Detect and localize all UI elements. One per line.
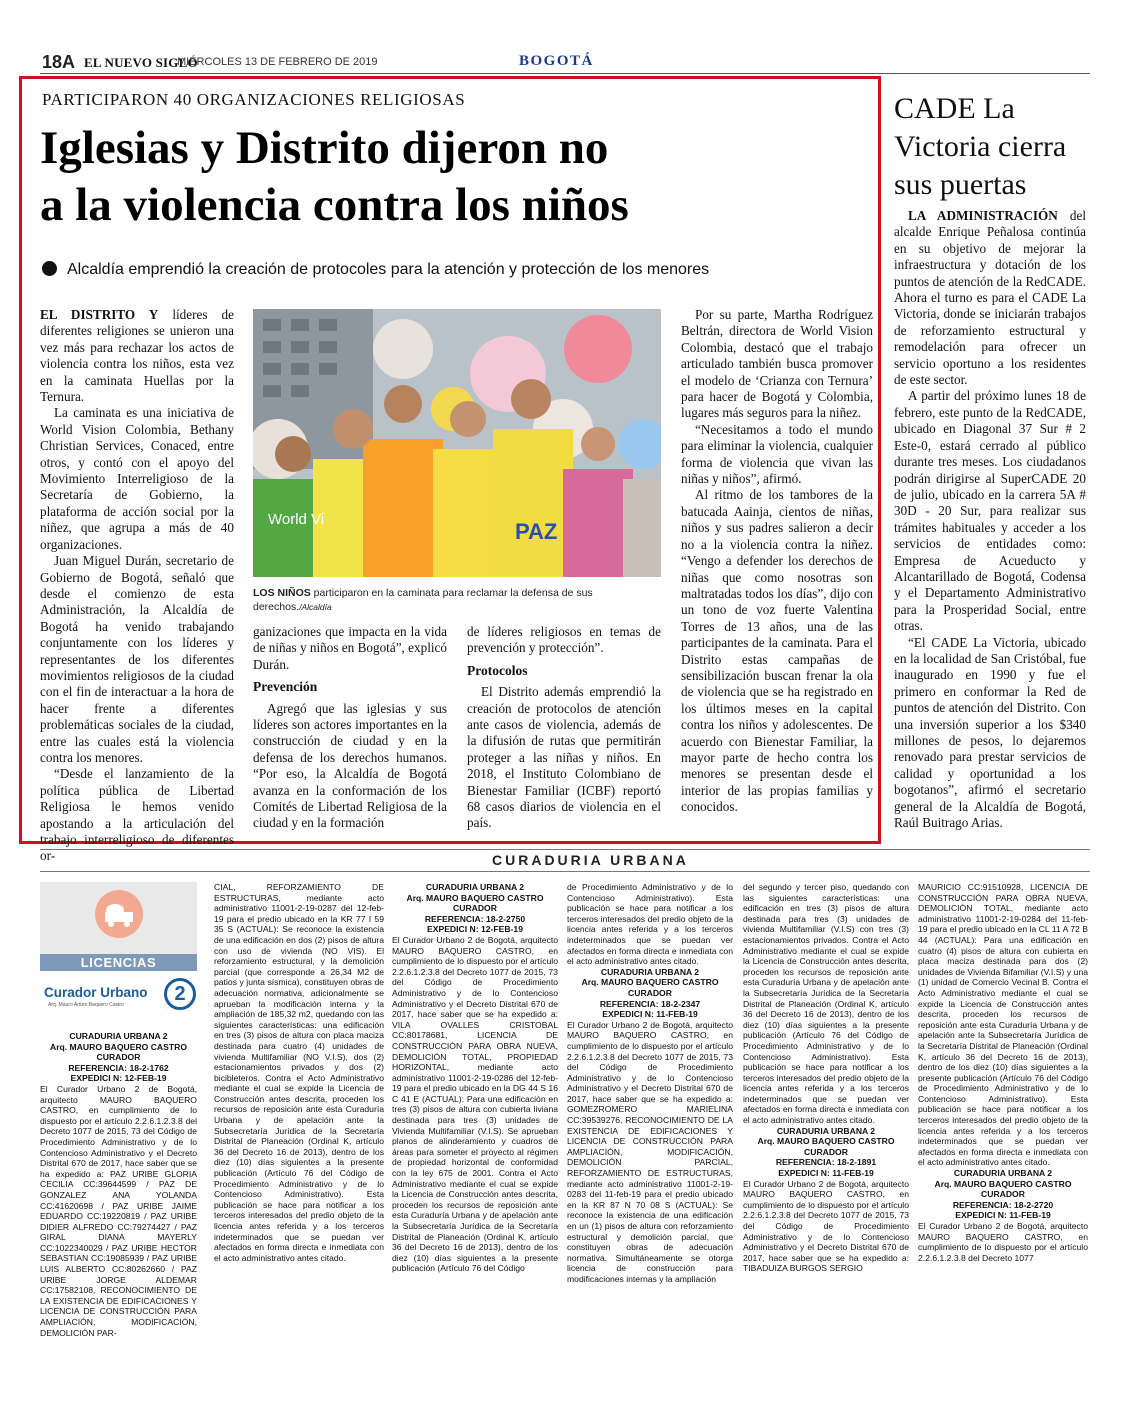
notice-reference: REFERENCIA: 18-2-2720 [952,1199,1054,1210]
concrete-mixer-icon [95,890,143,938]
notice-reference: REFERENCIA: 18-2-2750 [424,913,526,924]
notice-expedition: EXPEDICI N: 11-FEB-19 [778,1168,874,1179]
paragraph: A partir del próximo lunes 18 de febrero, este punto de la RedCADE, ubicado en Diagonal 37 Sur # 2 Este-0, estará cerrado al público durante tres meses. Los ciudadanos podrán dirigirse al SuperCADE 20 de julio, ubicado en la carrera 5A # 30D - 20 Sur, para realizar sus trámites habituales y acceder a los servicios de entidades como: Empresa de Acueducto y Alcantarillado de Bogotá, Codensa y el Departamento Administrativo para la Prosperidad Social, entre otras. [894,388,1086,634]
photo-children-balloons [253,309,661,577]
notice-column-4 [567,882,733,1285]
notice-body: El Curador Urbano 2 de Bogotá, arquitecto MAURO BAQUERO CASTRO, en cumplimiento de lo dispuesto por el artículo 2.2.6.1.2.3.8 del Decreto 1077 de 2015, 73 del Código de Procedimiento Administrativo y de lo Contencioso Administrativo y el Decreto Distrital 670 de 2017, hace saber que se ha expedido a: VILA OVALLES CRISTOBAL CC:80178681, LICENCIA DE CONSTRUCCIÓN PARA OBRA NUEVA, DEMOLICIÓN TOTAL, PROPIEDAD HORIZONTAL, mediante acto administrativo 11001-2-19-0286 del 12-feb-19 para el predio ubicado en la DG 44 S 16 C 41 E (ACTUAL): Para una edificación en tres (3) pisos de altura con cubierta liviana destinada para tres (3) unidades de Vivienda Multifamiliar (V.I.S). Se aprueban planos de alinderamiento y cuadros de áreas para someter el proyecto al régimen de propiedad horizontal de conformidad con la ley 675 de 2001. Contra el Acto Administrativo mediante el cual se expide la Licencia de Construcción antes descrita, proceden los recursos de reposición ante esta Curaduría Urbana y de apelación ante la Subsecretaría Jurídica de la Secretaría Distrital de Planeación (Ordinal K, artículo 36 del Decreto 16 de 2013), dentro de los diez (10) días siguientes a la presente publicación (Artículo 76 del Código [392,934,558,1274]
notice-architect: Arq. MAURO BAQUERO CASTRO [757,1136,895,1147]
notice-architect: Arq. MAURO BAQUERO CASTRO [934,1178,1072,1189]
notice-architect: Arq. MAURO BAQUERO CASTRO [581,977,719,988]
paragraph: La caminata es una iniciativa de World Vision Colombia, Bethany Christian Services, Conaced, entre otros, y contó con el apoyo del Movimiento Interreligioso de la Secretaría de Gobierno, la plataforma de acción social por la niñez, que agrupa a más de 40 organizaciones. [40,405,234,552]
paragraph: “El CADE La Victoria, ubicado en la localidad de San Cristóbal, fue inaugurado en 1990 y fue el primero en conformar la Red de puntos de atención del Distrito. Con una inversión superior a los $340 millones de pesos, lo dejaremos renovado para prestar servicios de calidad y oportunidad a los bogotanos”, afirmó el secretario general de la Alcaldía de Bogotá, Raúl Buitrago Arias. [894,634,1086,831]
notice-title: CURADURIA URBANA 2 [600,966,700,977]
notice-reference: REFERENCIA: 18-2-1762 [68,1062,169,1073]
shirt-text: World Vi [268,511,325,528]
paragraph: Por su parte, Martha Rodríguez Beltrán, directora de World Vision Colombia, destacó que el trabajo articulado también busca promover el modelo de ‘Crianza con Ternura’ para hacer de Bogotá y Colombia, lugares más seguros para la niñez. [681,307,873,421]
notice-title: CURADURIA URBANA 2 [425,882,525,892]
notice-reference: REFERENCIA: 18-2-1891 [775,1157,877,1168]
notice-architect: Arq. MAURO BAQUERO CASTRO [406,892,544,903]
article-photo [253,309,661,577]
notice-role: CURADOR [628,987,672,998]
notice-title: CURADURIA URBANA 2 [776,1125,876,1136]
article-column-3 [467,624,661,832]
article-kicker: PARTICIPARON 40 ORGANIZACIONES RELIGIOSAS [42,90,466,109]
curaduria-header [40,849,1090,872]
paragraph: “Necesitamos a todo el mundo para eliminar la violencia, cualquier forma de violencia que vivan las niñas y niños”, afirmó. [681,421,873,487]
photo-caption [253,586,661,614]
notice-expedition: EXPEDICI N: 11-FEB-19 [955,1210,1051,1221]
paragraph [894,208,1086,388]
notice-title: CURADURIA URBANA 2 [69,1031,168,1041]
curaduria-title: CURADURIA URBANA [492,852,689,868]
notice-title: CURADURIA URBANA 2 [953,1168,1053,1179]
notice-body: El Curador Urbano 2 de Bogotá, arquitecto MAURO BAQUERO CASTRO, en cumplimiento de lo dispuesto por el artículo 2.2.6.1.2.3.8 del Decreto 1077 de 2015, 73 del Código de Procedimiento Administrativo y de lo Contencioso Administrativo y el Decreto Distrital 670 de 2017, hace saber que se ha expedido a: GOMEZROMERO MARIELINA CC:39539276, RECONOCIMIENTO DE LA EXISTENCIA DE EDIFICACIONES Y LICENCIA DE CONSTRUCCIÓN PARA AMPLIACIÓN, MODIFICACIÓN, DEMOLICIÓN PARCIAL, REFORZAMIENTO DE ESTRUCTURAS, mediante acto administrativo 11001-2-19-0283 del 11-feb-19 para el predio ubicado en la KR 87 N 70 08 S (ACTUAL): Se reconoce la existencia de una edificación en un (1) pisos de altura con reforzamiento estructural y demolición parcial, que constituyen obras de adecuación normativa. Simultáneamente se otorga licencia de construcción para modificaciones internas y la ampliación [567,1019,733,1284]
rule [40,871,1090,872]
notice-role: CURADOR [804,1146,848,1157]
caption-lead: LOS NIÑOS [253,587,311,599]
notice-body: El Curador Urbano 2 de Bogotá, arquitecto MAURO BAQUERO CASTRO, en cumplimiento de lo dispuesto por el artículo 2.2.6.1.2.3.8 del Decreto 1077 [918,1221,1088,1263]
logo-subtitle: Arq. Mauro Arturo Baquero Castro [48,1002,124,1008]
sidebar-headline: CADE La Victoria cierra sus puertas [894,92,1067,201]
notice-expedition: EXPEDICI N: 11-FEB-19 [602,1009,698,1020]
paragraph: Al ritmo de los tambores de la batucada Aainja, cientos de niñas, niños y sus padres salieron a decir no a la violencia contra la niñez. “Vengo a defender los derechos de niñas que como nosotras son maltratadas todos los días”, dijo con un tono de voz fuerte Valentina Torres de 13 años, una de las participantes de la caminata. Para el Distrito estas campañas de sensibilización buscan frenar la ola de violencia que se ha registrado en los últimos meses en la capital contra los niños y adolescentes. De acuerdo con Bienestar Familiar, la mayor parte de hecho contra los menores se presentan desde el interior de las propias familias y conocidos. [681,487,873,815]
subheadline-text: Alcaldía emprendió la creación de protocoles para la atención y protección de los menores [67,261,710,278]
notice-column-5 [743,882,909,1274]
notice-column-1 [40,1031,197,1338]
shirt-text: PAZ [515,519,558,544]
paragraph: de líderes religiosos en temas de prevención y protección”. [467,624,661,656]
paragraph [40,307,234,405]
section-name: BOGOTÁ [519,53,594,69]
notice-role: CURADOR [981,1189,1025,1200]
headline-line-1: Iglesias y Distrito dijeron no [40,122,609,174]
photo-credit: /Alcaldía [299,602,332,612]
newspaper-name: EL NUEVO SIGLO [84,55,198,70]
notice-reference: REFERENCIA: 18-2-2347 [599,998,701,1009]
notice-body: CIAL, REFORZAMIENTO DE ESTRUCTURAS, mediante acto administrativo 11001-2-19-0287 del 12-feb-19 para el predio ubicado en la KR 77 I 59 35 S (ACTUAL): Se reconoce la existencia de una edificación en dos (2) pisos de altura con uso de vivienda (NO VIS). El reforzamiento estructural, y la demolición parcial (que corresponde a 26,34 M2 de patios y junta sísmica), constituyen obras de adecuación normativa, adicionalmente se aprueban la modificación interna y la ampliación de 185,32 m2, quedando con las siguientes características: una edificación en tres (3) pisos de altura con placa maciza destinada para cuatro (4) unidades de vivienda Multifamiliar (NO V.I.S), dos (2) estacionamientos privados y dos (2) bicibleteros. Contra el Acto Administrativo mediante el cual se expide la Licencia de Construcción antes descrita, proceden los recursos de reposición ante esta Curaduría Urbana y de apelación ante la Subsecretaría Jurídica de la Secretaría Distrital de Planeación (Ordinal K, artículo 36 del Decreto 16 de 2013), dentro de los diez (10) días siguientes a la presente publicación (Artículo 76 del Código de Procedimiento Administrativo y de lo Contencioso Administrativo). Esta publicación se hace para notificar a los terceros interesados del predio objeto de la licencia antes referida y a los terceros indeterminados que se puedan ver afectados en forma directa e inmediata con el acto administrativo antes citado. [214,882,384,1263]
subheading-protocolos: Protocolos [467,662,528,678]
notice-role: CURADOR [96,1052,141,1063]
masthead [0,0,1127,74]
article-headline [40,120,860,234]
notice-body: del segundo y tercer piso, quedando con las siguientes características: una edificación en tres (3) pisos de altura destinada para tres (3) unidades de vivienda Multifamiliar (V.I.S) con tres (3) estacionamientos privados. Contra el Acto Administrativo mediante el cual se expide la Licencia de Construcción antes descrita, proceden los recursos de reposición ante esta Curaduría Urbana y de apelación ante la Subsecretaría Jurídica de la Secretaría Distrital de Planeación (Ordinal K, artículo 36 del Decreto 16 de 2013), dentro de los diez (10) días siguientes a la presente publicación (Artículo 76 del Código de Procedimiento Administrativo y de lo Contencioso Administrativo). Esta publicación se hace para notificar a los terceros interesados del predio objeto de la licencia antes referida y a los terceros indeterminados que se puedan ver afectados en forma directa e inmediata con el acto administrativo antes citado. [743,882,909,1126]
licencias-label: LICENCIAS [40,954,197,971]
notice-expedition: EXPEDICI N: 12-FEB-19 [427,924,523,935]
paragraph-text: del alcalde Enrique Peñalosa continúa en su objetivo de mejorar la infraestructura y dotación de los puntos de atención de la RedCADE. Ahora el turno es para el CADE La Victoria, donde se iniciarán trabajos de reforzamiento estructural y remodelación para ofrecer un servicio oportuno a los residentes de este sector. [894,208,1086,388]
licencias-badge [40,882,197,1023]
notice-body: MAURICIO CC:91510928, LICENCIA DE CONSTRUCCIÓN PARA OBRA NUEVA, DEMOLICIÓN TOTAL, mediante acto administrativo 11001-2-19-0284 del 11-feb-19 para el predio ubicado en la CL 11 A 72 B 44 (ACTUAL): Para una edificación en cuatro (4) pisos de altura con cubierta en placa maciza destinada para dos (2) unidades de Vivienda Bifamiliar (V.I.S) y una (1) unidad de Comercio Vecinal B. Contra el Acto Administrativo mediante el cual se expide la Licencia de Construcción antes descrita, proceden los recursos de reposición ante esta Curaduría Urbana y de apelación ante la Subsecretaría Jurídica de la Secretaría Distrital de Planeación (Ordinal K, artículo 36 del Decreto 16 de 2013), dentro de los diez (10) días siguientes a la presente publicación (Artículo 76 del Código de Procedimiento Administrativo y de lo Contencioso Administrativo). Esta publicación se hace para notificar a los terceros interesados del predio objeto de la licencia antes referida y a los terceros indeterminados que se puedan ver afectados en forma directa e inmediata con el acto administrativo antes citado. [918,882,1088,1168]
masthead-rule [40,73,1090,74]
notice-body: El Curador Urbano 2 de Bogotá, arquitecto MAURO BAQUERO CASTRO, en cumplimiento de lo dispuesto por el artículo 2.2.6.1.2.3.8 del Decreto 1077 de 2015, 73 del Código de Procedimiento Administrativo y de lo Contencioso Administrativo y el Decreto Distrital 670 de 2017, hace saber que se ha expedido a: PAZ URIBE GLORIA CECILIA CC:39644599 / PAZ DE GONZALEZ ANA YOLANDA CC:41620698 / PAZ URIBE JAIME EDUARDO CC:19220819 / PAZ URIBE DIDIER ALFREDO CC:79274427 / PAZ GIRAL DIANA MAYERLY CC:1022340029 / PAZ URIBE HECTOR SEBASTIAN CC:19085939 / PAZ URIBE LUIS ALBERTO CC:80262660 / PAZ URIBE JORGE ALDEMAR CC:17582108, RECONOCIMIENTO DE LA EXISTENCIA DE EDIFICACIONES Y LICENCIA DE CONSTRUCCIÓN PARA AMPLIACIÓN, MODIFICACIÓN, DEMOLICIÓN PAR- [40,1083,197,1338]
headline-line-2: a la violencia contra los niños [40,179,629,231]
logo-number: 2 [164,978,196,1010]
article-column-2 [253,624,447,832]
curador-urbano-logo: Curador Urbano [44,985,148,1000]
notice-role: CURADOR [453,903,497,914]
notice-body: El Curador Urbano 2 de Bogotá, arquitecto MAURO BAQUERO CASTRO, en cumplimiento de lo dispuesto por el artículo 2.2.6.1.2.3.8 del Decreto 1077 de 2015, 73 del Código de Procedimiento Administrativo y de lo Contencioso Administrativo y el Decreto Distrital 670 de 2017, hace saber que se ha expedido a: TIBADUIZA BURGOS SERGIO [743,1178,909,1274]
notice-expedition: EXPEDICI N: 12-FEB-19 [70,1073,167,1084]
lead-in: EL DISTRITO Y [40,307,159,322]
notice-body: de Procedimiento Administrativo y de lo Contencioso Administrativo). Esta publicación se hace para notificar a los terceros interesados del predio objeto de la licencia antes referida y a los terceros indeterminados que se puedan ver afectados en forma directa e inmediata con el acto administrativo antes citado. [567,882,733,967]
paragraph: Agregó que las iglesias y sus líderes son actores importantes en la construcción de ciudad y en la defensa de los derechos humanos. “Por eso, la Alcaldía de Bogotá avanza en la conformación de los Comités de Libertad Religiosa de la ciudad y en la formación [253,700,447,831]
paragraph: ganizaciones que impacta en la vida de niñas y niños en Bogotá”, explicó Durán. [253,624,447,672]
subheading-prevencion: Prevención [253,679,318,695]
article-column-4 [681,307,873,816]
article-column-1 [40,307,234,865]
issue-date: MIÉRCOLES 13 DE FEBRERO DE 2019 [177,56,378,68]
paragraph: “Desde el lanzamiento de la política pública de Libertad Religiosa le hemos venido apostando a la articulación del trabajo interreligioso de diferentes or- [40,766,234,864]
sidebar-body [894,208,1086,831]
caption-text: participaron en la caminata para reclamar la defensa de sus derechos. [253,587,593,613]
notice-column-6 [918,882,1088,1263]
notice-architect: Arq. MAURO BAQUERO CASTRO [49,1041,188,1052]
paragraph: El Distrito además emprendió la creación de protocolos de atención ante casos de violencia, además de la difusión de rutas que permitirán proteger a las niñas y niños. En 2018, el Instituto Colombiano de Bienestar Familiar (ICBF) reportó 68 casos diarios de violencia en el país. [467,684,661,831]
paragraph: Juan Miguel Durán, secretario de Gobierno de Bogotá, señaló que desde el comienzo de esta Administración, la Alcaldía de Bogotá ha venido trabajando conjuntamente con los líderes y representantes de los diferentes movimientos religiosos de la ciudad con el fin de interactuar a la hora de hacer frente a diferentes problemáticas sociales de la ciudad, entre las cuales está la violencia contra los menores. [40,553,234,765]
notice-column-3 [392,882,558,1274]
notice-column-2 [214,882,384,1263]
page-number: 18A [42,52,76,72]
bullet-icon [42,261,57,276]
article-subheadline [42,261,862,279]
paragraph-text: líderes de diferentes religiones se unieron una vez más para rechazar los actos de violencia contra los niños, esta vez en la caminata Huellas por la Ternura. [40,307,234,405]
lead-in: LA ADMINISTRACIÓN [908,208,1058,223]
